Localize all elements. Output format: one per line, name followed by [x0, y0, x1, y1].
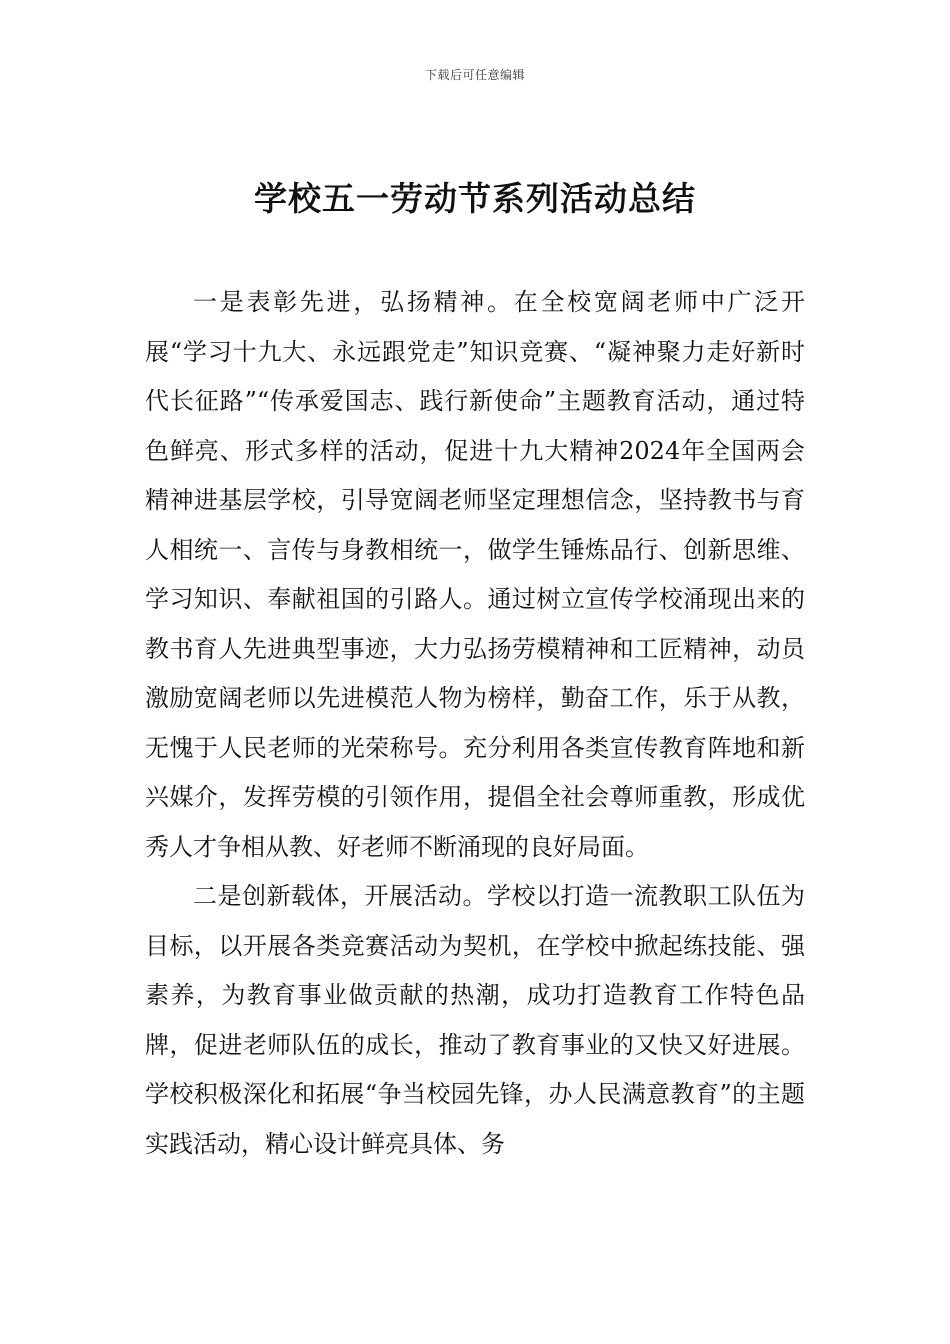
header-note: 下载后可任意编辑: [424, 68, 525, 82]
document-body: [145, 278, 805, 1169]
paragraph-2: 二是创新载体，开展活动。学校以打造一流教职工队伍为目标，以开展各类竞赛活动为契机，在学校中掀起练技能、强素养，为教育事业做贡献的热潮，成功打造教育工作特色品牌，促进老师队伍的成长，推动了教育事业的又快又好进展。学校积极深化和拓展“争当校园先锋，办人民满意教育”的主题实践活动，精心设计鲜亮具体、务: [145, 882, 805, 1158]
document-title: 学校五一劳动节系列活动总结: [254, 179, 696, 218]
paragraph-1: 一是表彰先进，弘扬精神。在全校宽阔老师中广泛开展“学习十九大、永远跟党走”知识竞赛、“凝神聚力走好新时代长征路”“传承爱国志、践行新使命”主题教育活动，通过特色鲜亮、形式多样的活动，促进十九大精神2024年全国两会精神进基层学校，引导宽阔老师坚定理想信念，坚持教书与育人相统一、言传与身教相统一，做学生锤炼品行、创新思维、学习知识、奉献祖国的引路人。通过树立宣传学校涌现出来的教书育人先进典型事迹，大力弘扬劳模精神和工匠精神，动员激励宽阔老师以先进模范人物为榜样，勤奋工作，乐于从教，无愧于人民老师的光荣称号。充分利用各类宣传教育阵地和新兴媒介，发挥劳模的引领作用，提倡全社会尊师重教，形成优秀人才争相从教、好老师不断涌现的良好局面。: [145, 288, 805, 861]
